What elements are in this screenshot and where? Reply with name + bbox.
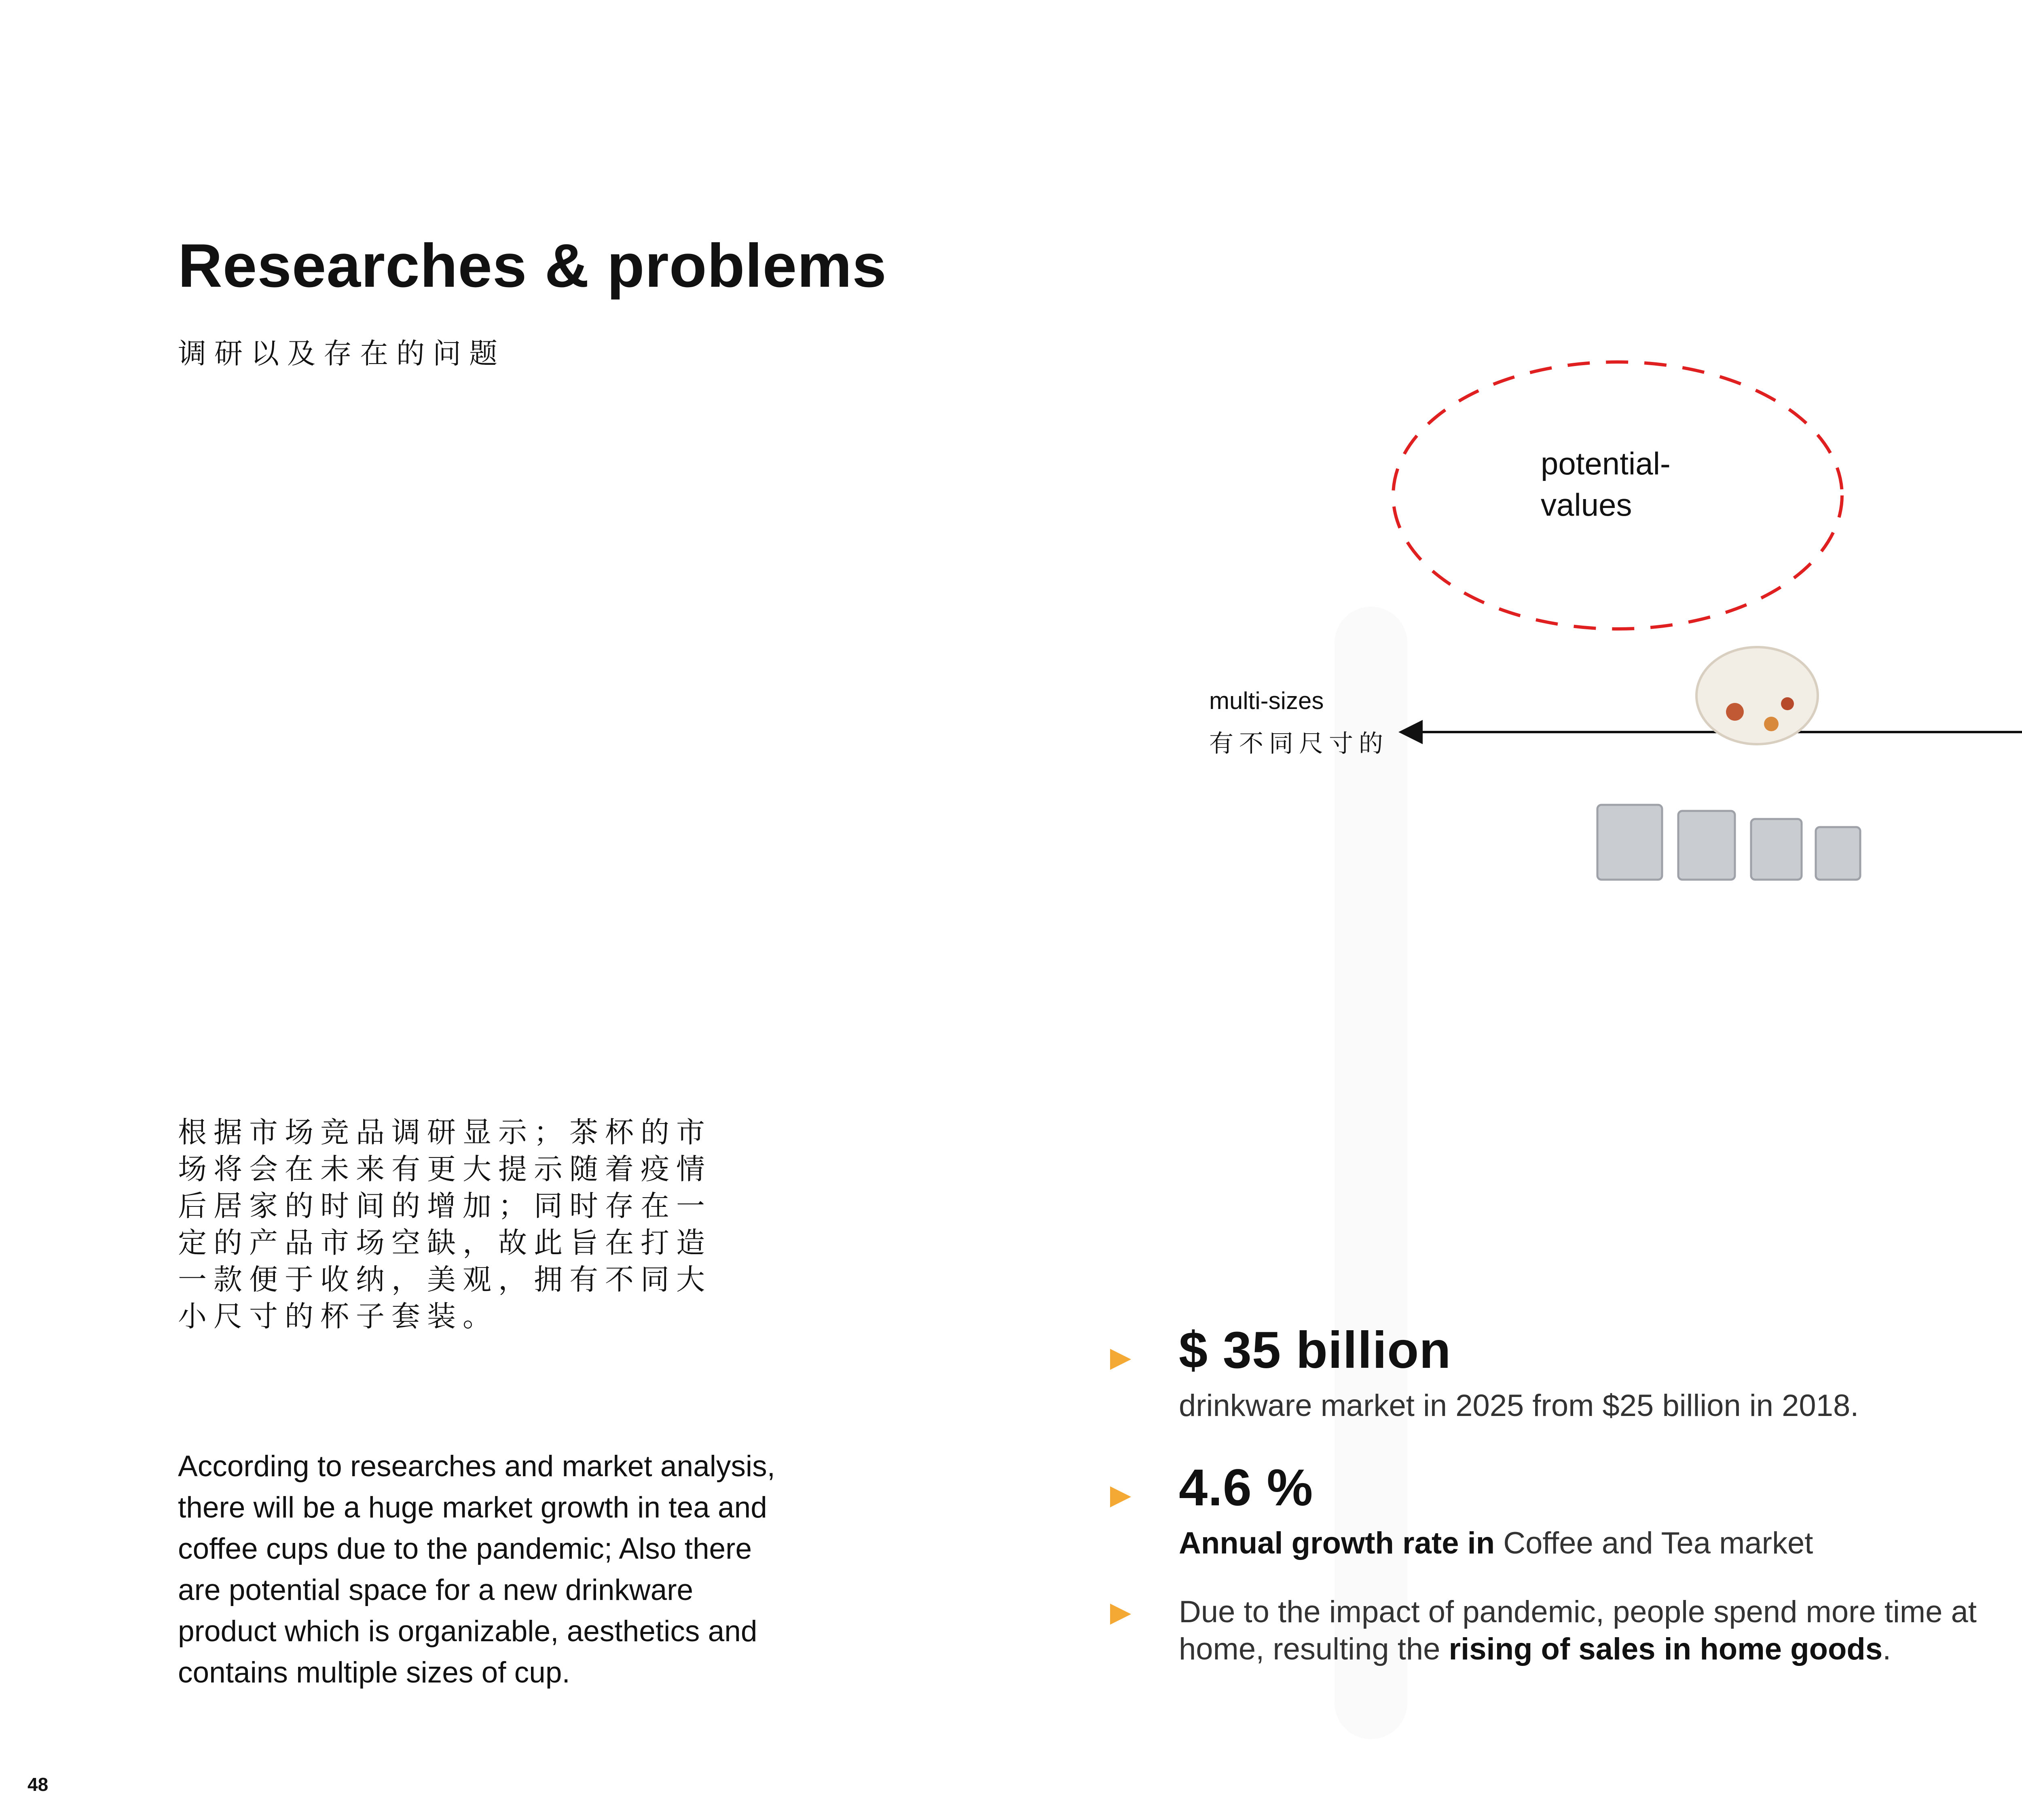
stat-desc-growth-rate-bold: Annual growth rate in (1179, 1526, 1495, 1560)
arrow-bullet-icon (1110, 1486, 1131, 1507)
arrow-bullet-icon (1110, 1604, 1131, 1625)
stat-desc-pandemic-line2-post: . (1882, 1632, 1891, 1666)
stat-desc-pandemic-line2-pre: home, resulting the (1179, 1632, 1449, 1666)
stat-value-growth-rate: 4.6 % (1179, 1459, 1313, 1517)
page-title: Researches & problems (178, 231, 887, 300)
arrow-bullet-icon (1110, 1349, 1131, 1370)
chinese-summary-paragraph: 根据市场竞品调研显示；茶杯的市场将会在未来有更大提示随着疫情后居家的时间的增加；同时存在一定的产品市场空缺，故此旨在打造一款便于收纳，美观，拥有不同大小尺寸的杯子套装。 (178, 1117, 712, 1333)
stat-desc-growth-rate-rest: Coffee and Tea market (1495, 1526, 1813, 1560)
stat-desc-pandemic (1179, 1594, 1977, 1668)
page-subtitle: 调研以及存在的问题 (178, 338, 506, 369)
stat-value-market-size: $ 35 billion (1179, 1321, 1451, 1379)
potential-values-left-line1: potential- (1541, 446, 1671, 481)
stat-desc-pandemic-line2-bold: rising of sales in home goods (1449, 1632, 1883, 1666)
page-number: 48 (27, 1774, 49, 1795)
english-summary-paragraph: According to researches and market analysis, there will be a huge market growth in tea and coffee cups due to the pandemic; Also there are potential space for a new drinkware product which is organizable, aesthetics and contains multiple sizes of cup. (178, 1450, 775, 1689)
stat-desc-pandemic-line1: Due to the impact of pandemic, people spend more time at (1179, 1595, 1977, 1629)
potential-values-label-left (1541, 443, 1671, 525)
stat-desc-pandemic-line2 (1179, 1631, 1977, 1668)
floral-nesting-bowls-photo (1696, 647, 1818, 744)
stat-desc-growth-rate (1179, 1525, 1813, 1562)
stainless-steel-mugs-photo (1597, 805, 1860, 880)
axis-left-label (1209, 679, 1389, 765)
stat-desc-market-size: drinkware market in 2025 from $25 billion in 2018. (1179, 1388, 1859, 1423)
axis-left-label-en: multi-sizes (1209, 687, 1324, 714)
potential-values-left-line2: values (1541, 487, 1632, 523)
axis-left-label-cn: 有不同尺寸的 (1209, 730, 1389, 757)
